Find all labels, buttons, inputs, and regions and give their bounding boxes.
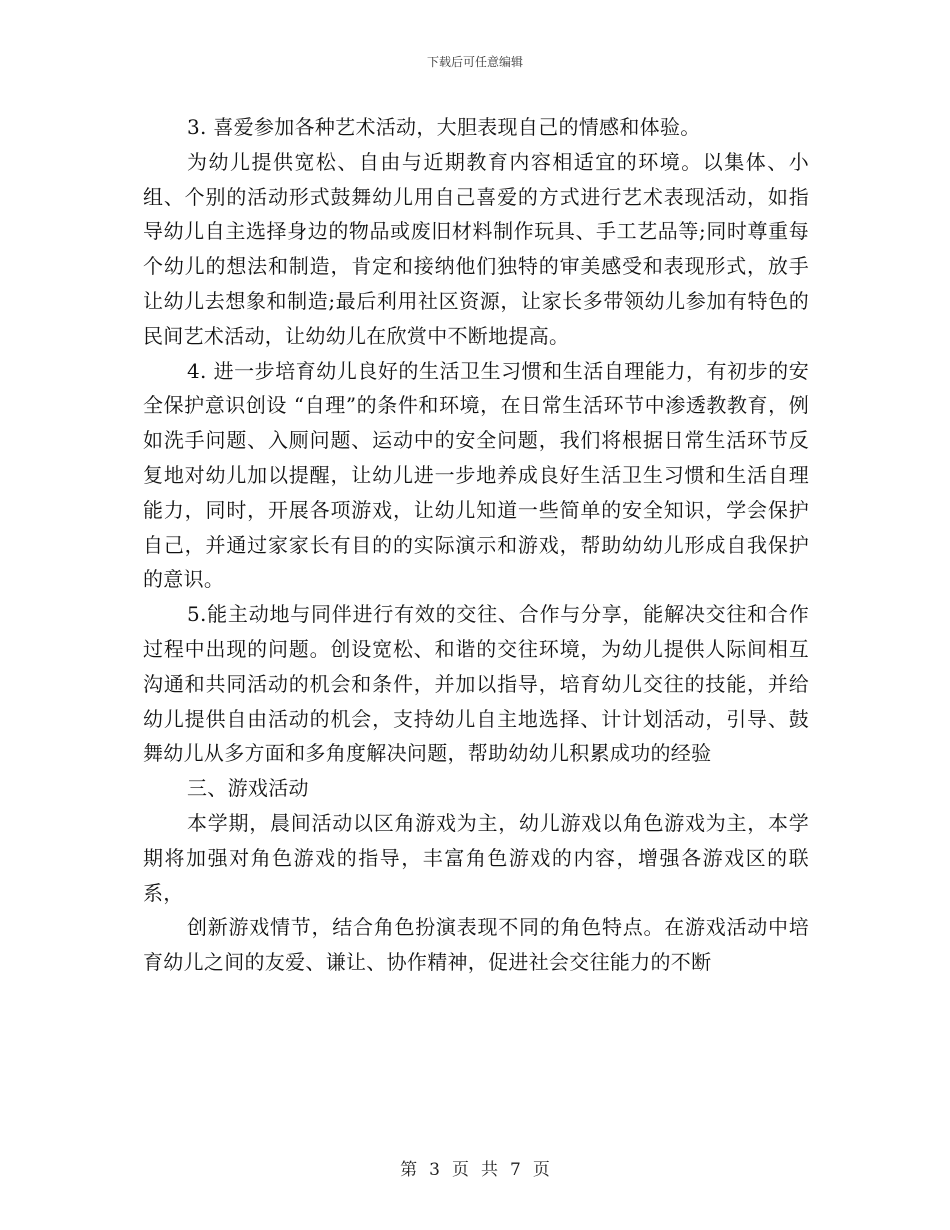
paragraph-games-innovation: 创新游戏情节，结合角色扮演表现不同的角色特点。在游戏活动中培育幼儿之间的友爱、谦让、协作精神，促进社会交往能力的不断 — [143, 915, 809, 975]
paragraph-art-goal: 3. 喜爱参加各种艺术活动，大胆表现自己的情感和体验。 — [187, 115, 701, 139]
current-page-number: 3 — [429, 1160, 440, 1180]
paragraph-games-plan: 本学期，晨间活动以区角游戏为主，幼儿游戏以角色游戏为主，本学期将加强对角色游戏的指导，丰富角色游戏的内容，增强各游戏区的联系， — [143, 810, 809, 905]
page-footer — [0, 1155, 950, 1180]
page-label-suffix: 页 — [532, 1160, 550, 1180]
total-pages-number: 7 — [510, 1160, 521, 1180]
paragraph-art-environment: 为幼儿提供宽松、自由与近期教育内容相适宜的环境。以集体、小组、个别的活动形式鼓舞幼儿用自己喜爱的方式进行艺术表现活动，如指导幼儿自主选择身边的物品或废旧材料制作玩具、手工艺品等;同时尊重每个幼儿的想法和制造，肯定和接纳他们独特的审美感受和表现形式，放手让幼儿去想象和制造;最后利用社区资源，让家长多带领幼儿参加有特色的民间艺术活动，让幼幼儿在欣赏中不断地提高。 — [143, 149, 809, 348]
page-header-note: 下载后可任意编辑 — [426, 55, 523, 69]
page-label-mid: 页 — [452, 1160, 469, 1180]
page-label-prefix: 第 — [400, 1160, 418, 1180]
section-heading-games: 三、游戏活动 — [187, 776, 309, 801]
paragraph-self-care: 4. 进一步培育幼儿良好的生活卫生习惯和生活自理能力，有初步的安全保护意识创设 “自理”的条件和环境，在日常生活环节中渗透教教育，例如洗手问题、入厕问题、运动中的安全问题，我们将根据日常生活环节反复地对幼儿加以提醒，让幼儿进一步地养成良好生活卫生习惯和生活自理能力，同时，开展各项游戏，让幼儿知道一些简单的安全知识，学会保护自己，并通过家家长有目的的实际演示和游戏，帮助幼幼儿形成自我保护的意识。 — [143, 358, 809, 592]
total-label: 共 — [481, 1160, 498, 1180]
document-body — [143, 110, 809, 980]
paragraph-social-interaction: 5.能主动地与同伴进行有效的交往、合作与分享，能解决交往和合作过程中出现的问题。创设宽松、和谐的交往环境，为幼儿提供人际间相互沟通和共同活动的机会和条件，并加以指导，培育幼儿交往的技能，并给幼儿提供自由活动的机会，支持幼儿自主地选择、计计划活动，引导、鼓舞幼儿从多方面和多角度解决问题，帮助幼幼儿积累成功的经验 — [143, 602, 809, 766]
